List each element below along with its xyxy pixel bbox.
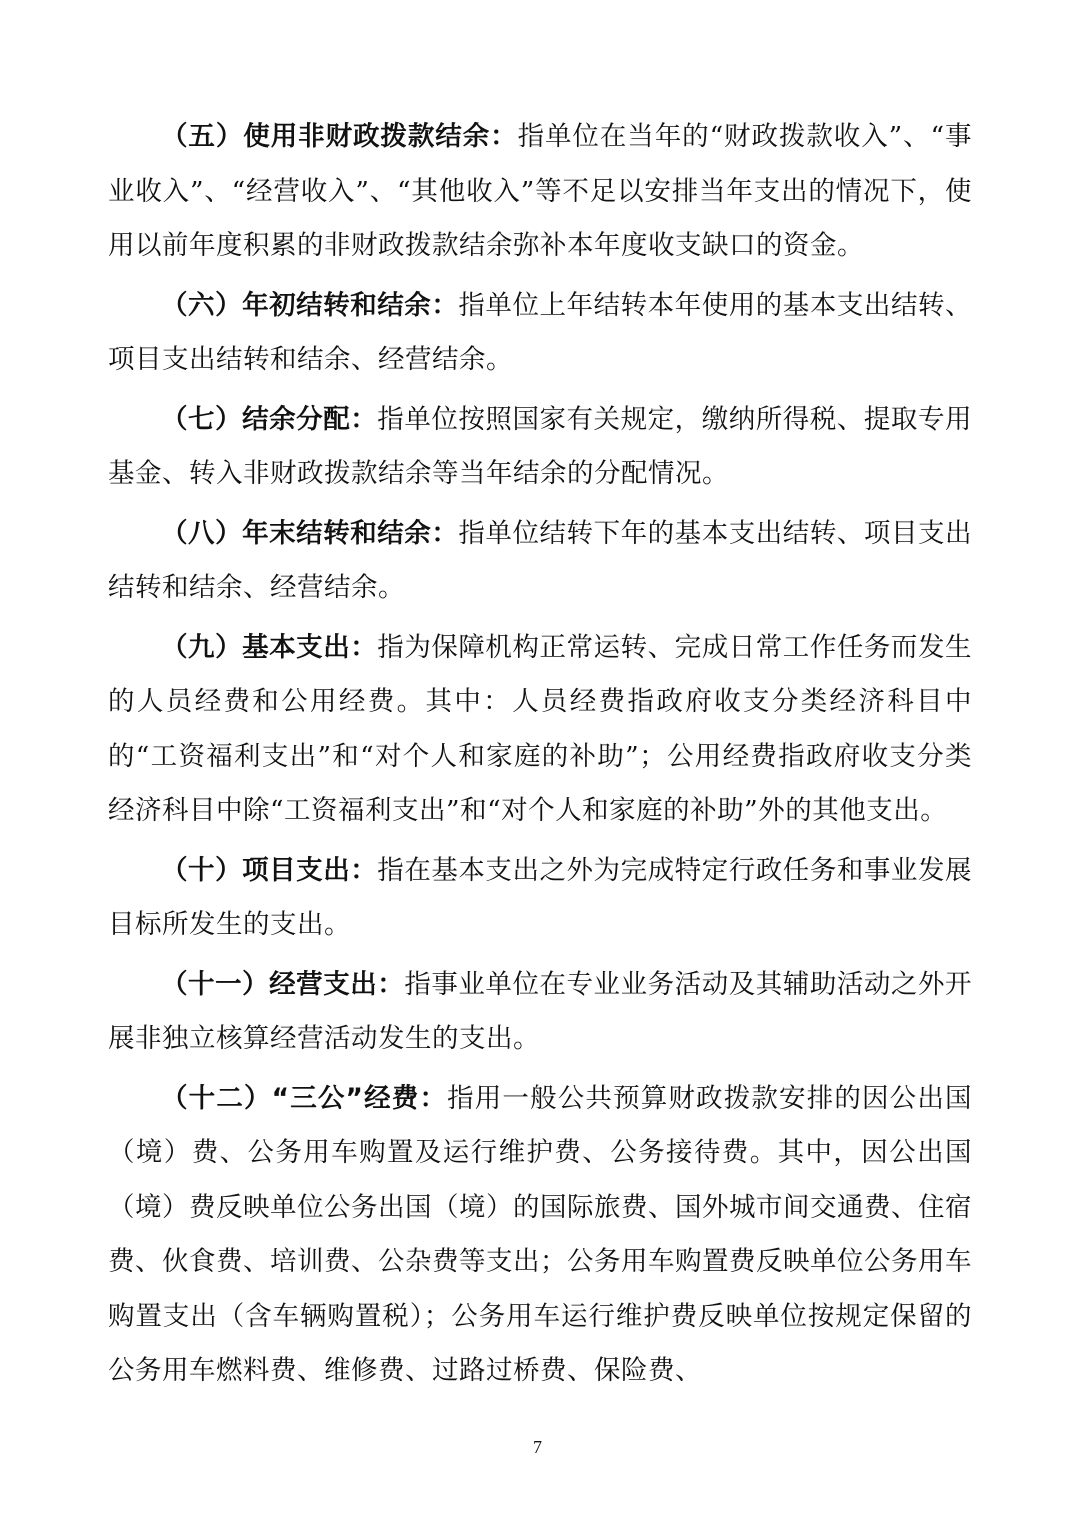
page-number: 7 [533, 1437, 542, 1457]
definition-text: 指单位按照国家有关规定，缴纳所得税、提取专用基金、转入非财政拨款结余等当年结余的分配情况。 [108, 403, 973, 489]
definition-term: （七）结余分配： [161, 403, 378, 435]
definition-paragraph [108, 507, 972, 616]
definition-text: 指单位上年结转本年使用的基本支出结转、项目支出结转和结余、经营结余。 [108, 289, 973, 375]
definition-paragraph [108, 393, 972, 502]
definition-paragraph [108, 279, 972, 388]
definition-paragraph [108, 844, 972, 953]
definition-term: （十二）“三公”经费： [161, 1082, 448, 1114]
body-text [108, 110, 972, 1404]
definition-term: （九）基本支出： [161, 631, 378, 663]
definition-term: （十一）经营支出： [161, 968, 405, 1000]
definition-paragraph [108, 110, 972, 274]
definition-text: 指在基本支出之外为完成特定行政任务和事业发展目标所发生的支出。 [108, 854, 973, 940]
definition-paragraph [108, 958, 972, 1067]
definition-paragraph [108, 621, 972, 839]
definition-text: 指单位结转下年的基本支出结转、项目支出结转和结余、经营结余。 [108, 517, 973, 603]
definition-term: （六）年初结转和结余： [161, 289, 459, 321]
definition-term: （八）年末结转和结余： [161, 517, 459, 549]
definition-text: 指为保障机构正常运转、完成日常工作任务而发生的人员经费和公用经费。其中：人员经费指政府收支分类经济科目中的“工资福利支出”和“对个人和家庭的补助”；公用经费指政府收支分类经济科目中除“工资福利支出”和“对个人和家庭的补助”外的其他支出。 [108, 631, 973, 826]
definition-paragraph [108, 1072, 972, 1399]
definition-term: （五）使用非财政拨款结余： [161, 121, 518, 152]
definition-text: 指单位在当年的“财政拨款收入”、“事业收入”、“经营收入”、“其他收入”等不足以安排当年支出的情况下，使用以前年度积累的非财政拨款结余弥补本年度收支缺口的资金。 [108, 121, 972, 261]
definition-text: 指用一般公共预算财政拨款安排的因公出国（境）费、公务用车购置及运行维护费、公务接待费。其中，因公出国（境）费反映单位公务出国（境）的国际旅费、国外城市间交通费、住宿费、伙食费、培训费、公杂费等支出；公务用车购置费反映单位公务用车购置支出（含车辆购置税）；公务用车运行维护费反映单位按规定保留的公务用车燃料费、维修费、过路过桥费、保险费、 [108, 1082, 972, 1386]
definition-text: 指事业单位在专业业务活动及其辅助活动之外开展非独立核算经营活动发生的支出。 [108, 968, 973, 1054]
definition-term: （十）项目支出： [161, 854, 378, 886]
